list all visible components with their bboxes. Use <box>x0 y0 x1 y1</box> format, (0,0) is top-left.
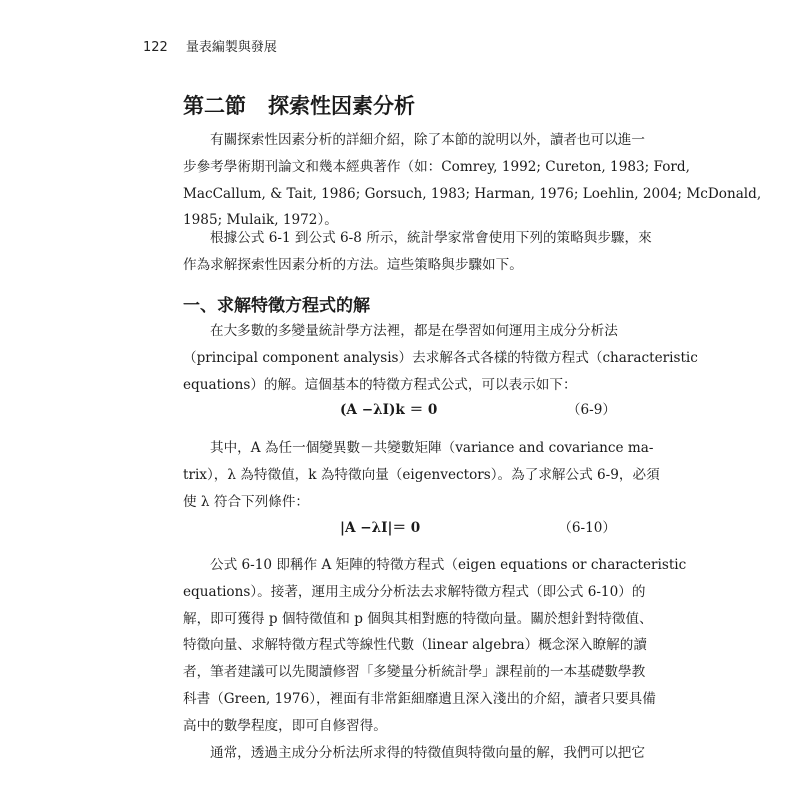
section-number: 第二節 <box>183 94 246 118</box>
text-line: MacCallum, & Tait, 1986; Gorsuch, 1983; Harman, 1976; Loehlin, 2004; McDonald, <box>183 185 762 202</box>
page-number: 122 <box>143 40 168 55</box>
equation-formula: (A −λI)k ＝ 0 <box>340 402 438 418</box>
paragraph-pca <box>183 318 698 398</box>
paragraph-matrix <box>183 435 660 515</box>
text-line: 高中的數學程度，即可自修習得。 <box>183 717 387 734</box>
text-line: 公式 6-10 即稱作 A 矩陣的特徵方程式（eigen equations or characteristic <box>210 557 687 573</box>
text-line: 作為求解探索性因素分析的方法。這些策略與步驟如下。 <box>183 256 523 273</box>
book-title: 量表編製與發展 <box>185 40 277 55</box>
running-header <box>143 36 643 55</box>
paragraph-strategy <box>183 225 652 279</box>
text-line: 科書（Green, 1976），裡面有非常鉅細靡遺且深入淺出的介紹，讀者只要具備 <box>183 690 656 707</box>
text-line: equations）的解。這個基本的特徵方程式公式，可以表示如下： <box>183 376 577 393</box>
paragraph-characteristic <box>183 552 687 740</box>
text-line: 特徵向量、求解特徵方程式等線性代數（linear algebra）概念深入瞭解的讀 <box>183 637 647 654</box>
equation-number: （6-10） <box>558 520 616 536</box>
section-name: 探索性因素分析 <box>268 94 415 118</box>
text-line: 有關探索性因素分析的詳細介紹，除了本節的說明以外，讀者也可以進一 <box>210 132 645 148</box>
text-line: 者，筆者建議可以先閱讀修習「多變量分析統計學」課程前的一本基礎數學教 <box>183 664 646 681</box>
text-line: trix），λ 為特徵值，k 為特徵向量（eigenvectors）。為了求解公式 6-9，必須 <box>183 466 660 483</box>
text-line: 通常，透過主成分分析法所求得的特徵值與特徵向量的解，我們可以把它 <box>210 745 645 761</box>
equation-6-9 <box>183 398 616 424</box>
text-line: 其中，A 為任一個變異數－共變數矩陣（variance and covariance ma- <box>210 440 654 456</box>
equation-6-10 <box>183 516 616 542</box>
subsection-heading: 一、求解特徵方程式的解 <box>183 296 370 316</box>
text-line: 使 λ 符合下列條件： <box>183 493 310 510</box>
text-line: 步參考學術期刊論文和幾本經典著作（如：Comrey, 1992; Cureton, 1983; Ford, <box>183 158 690 175</box>
equation-number: （6-9） <box>566 402 616 418</box>
text-line: 在大多數的多變量統計學方法裡，都是在學習如何運用主成分分析法 <box>210 323 618 339</box>
text-line: （principal component analysis）去求解各式各樣的特徵方程式（characteristic <box>183 349 698 366</box>
text-line: 解，即可獲得 p 個特徵值和 p 個與其相對應的特徵向量。關於想針對特徵值、 <box>183 610 653 627</box>
text-line: 根據公式 6-1 到公式 6-8 所示，統計學家常會使用下列的策略與步驟，來 <box>210 230 652 246</box>
equation-formula: |A −λI|＝ 0 <box>340 520 421 536</box>
paragraph-intro <box>183 127 762 234</box>
section-title <box>183 90 415 120</box>
text-line: 1985; Mulaik, 1972）。 <box>183 212 338 229</box>
text-line: equations）。接著，運用主成分分析法去求解特徵方程式（即公式 6-10）的 <box>183 583 646 600</box>
paragraph-usually <box>183 740 645 767</box>
